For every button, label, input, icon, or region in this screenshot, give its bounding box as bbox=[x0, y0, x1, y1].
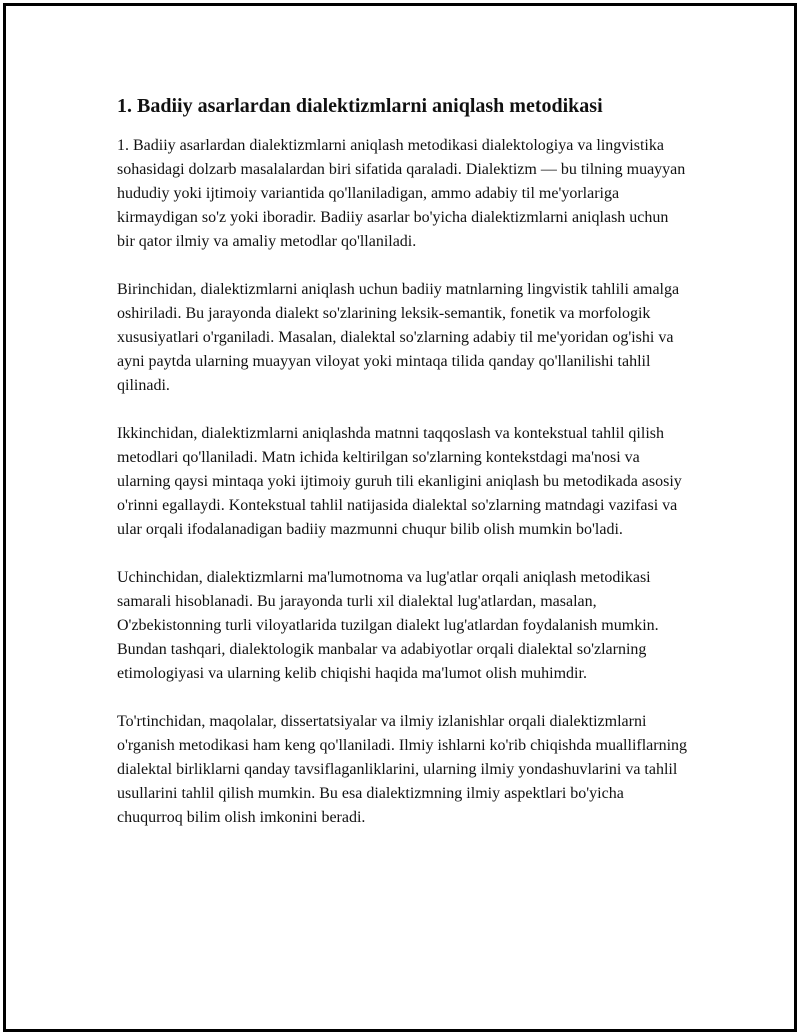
paragraph-second-method: Ikkinchidan, dialektizmlarni aniqlashda matnni taqqoslash va kontekstual tahlil qilish metodlari qo'llaniladi. Matn ichida keltirilgan so'zlarning kontekstdagi ma'nosi va ularning qaysi mintaqa yoki ijtimoiy guruh tili ekanligini aniqlash bu metodikada asosiy o'rinni egallaydi. Kontekstual tahlil natijasida dialektal so'zlarning matndagi vazifasi va ular orqali ifodalanadigan badiiy mazmunni chuqur bilib olish mumkin bo'ladi. bbox=[117, 425, 682, 538]
document-heading: 1. Badiiy asarlardan dialektizmlarni aniqlash metodikasi bbox=[117, 95, 603, 117]
paragraph-third-method: Uchinchidan, dialektizmlarni ma'lumotnoma va lug'atlar orqali aniqlash metodikasi samarali hisoblanadi. Bu jarayonda turli xil dialektal lug'atlardan, masalan, O'zbekistonning turli viloyatlarida tuzilgan dialekt lug'atlardan foydalanish mumkin. Bundan tashqari, dialektologik manbalar va adabiyotlar orqali dialektal so'zlarning etimologiyasi va ularning kelib chiqishi haqida ma'lumot olish muhimdir. bbox=[117, 569, 659, 682]
paragraph-intro: 1. Badiiy asarlardan dialektizmlarni aniqlash metodikasi dialektologiya va lingvistika sohasidagi dolzarb masalalardan biri sifatida qaraladi. Dialektizm — bu tilning muayyan hududiy yoki ijtimoiy variantida qo'llaniladigan, ammo adabiy til me'yorlariga kirmaydigan so'z yoki iboradir. Badiiy asarlar bo'yicha dialektizmlarni aniqlash uchun bir qator ilmiy va amaliy metodlar qo'llaniladi. bbox=[117, 137, 686, 250]
paragraph-fourth-method: To'rtinchidan, maqolalar, dissertatsiyalar va ilmiy izlanishlar orqali dialektizmlarni o'rganish metodikasi ham keng qo'llaniladi. Ilmiy ishlarni ko'rib chiqishda mualliflarning dialektal birliklarni qanday tavsiflaganliklarini, ularning ilmiy yondashuvlarini va tahlil usullarini tahlil qilish mumkin. Bu esa dialektizmning ilmiy aspektlari bo'yicha chuqurroq bilim olish imkonini beradi. bbox=[117, 713, 688, 826]
document-body bbox=[117, 92, 689, 854]
paragraph-first-method: Birinchidan, dialektizmlarni aniqlash uchun badiiy matnlarning lingvistik tahlili amalga oshiriladi. Bu jarayonda dialekt so'zlarining leksik-semantik, fonetik va morfologik xususiyatlari o'rganiladi. Masalan, dialektal so'zlarning adabiy til me'yoridan og'ishi va ayni paytda ularning muayyan viloyat yoki mintaqa tilida qanday qo'llanilishi tahlil qilinadi. bbox=[117, 281, 680, 394]
